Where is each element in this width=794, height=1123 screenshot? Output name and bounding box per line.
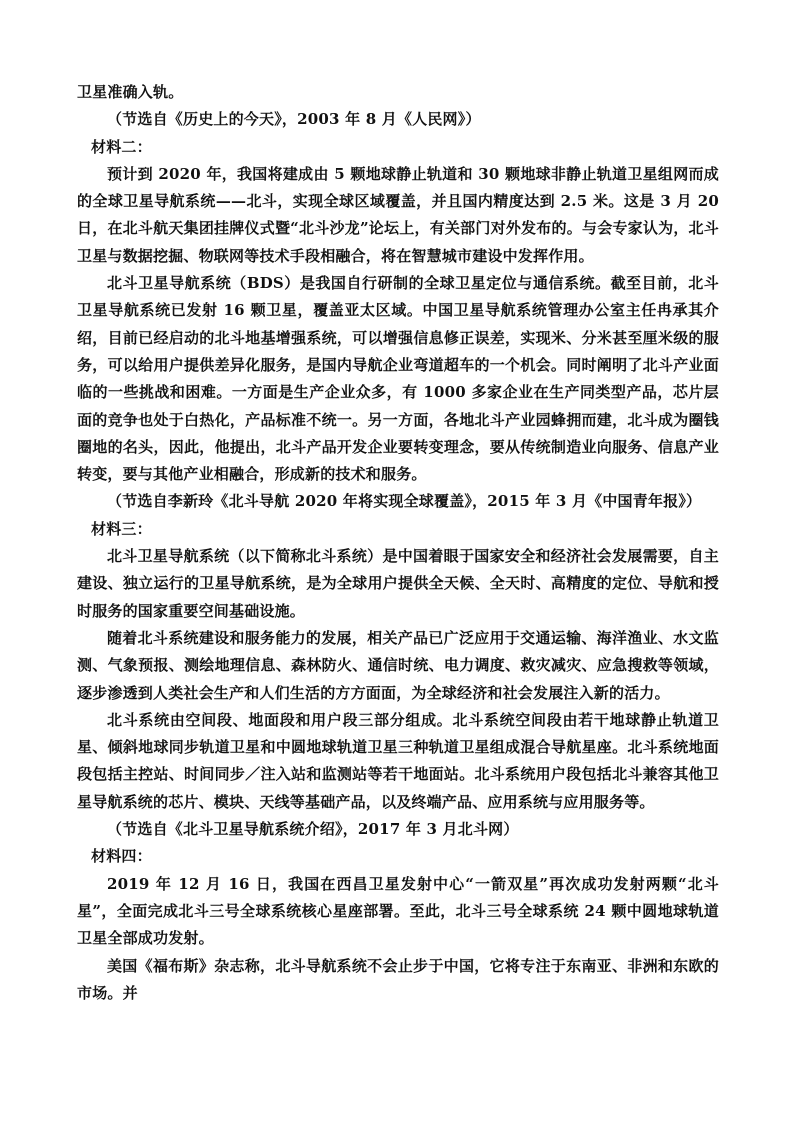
paragraph: 随着北斗系统建设和服务能力的发展，相关产品已广泛应用于交通运输、海洋渔业、水文监测、气象预报、测绘地理信息、森林防火、通信时统、电力调度、救灾减灾、应急搜救等领域，逐步渗透到人类社会生产和人们生活的方方面面，为全球经济和社会发展注入新的活力。 (77, 628, 719, 702)
paragraph: 北斗卫星导航系统（以下简称北斗系统）是中国着眼于国家安全和经济社会发展需要，自主建设、独立运行的卫星导航系统，是为全球用户提供全天候、全天时、高精度的定位、导航和授时服务的国家重要空间基础设施。 (77, 547, 719, 620)
paragraph: 2019 年 12 月 16 日，我国在西昌卫星发射中心“一箭双星”再次成功发射两颗“北斗星”，全面完成北斗三号全球系统核心星座部署。至此，北斗三号全球系统 24 颗中圆地球轨道卫星全部成功发射。 (77, 874, 719, 948)
paragraph-continuation: 卫星准确入轨。 (77, 83, 184, 101)
paragraph: 北斗系统由空间段、地面段和用户段三部分组成。北斗系统空间段由若干地球静止轨道卫星、倾斜地球同步轨道卫星和中圆地球轨道卫星三种轨道卫星组成混合导航星座。北斗系统地面段包括主控站、时间同步／注入站和监测站等若干地面站。北斗系统用户段包括北斗兼容其他卫星导航系统的芯片、模块、天线等基础产品，以及终端产品、应用系统与应用服务等。 (77, 710, 719, 811)
paragraph: 预计到 2020 年，我国将建成由 5 颗地球静止轨道和 30 颗地球非静止轨道卫星组网而成的全球卫星导航系统——北斗，实现全球区域覆盖，并且国内精度达到 2.5 米。这是 3 月 20 日，在北斗航天集团挂牌仪式暨“北斗沙龙”论坛上，有关部门对外发布的。与会专家认为，北斗卫星与数据挖掘、物联网等技术手段相融合，将在智慧城市建设中发挥作用。 (77, 164, 719, 265)
paragraph: 北斗卫星导航系统（BDS）是我国自行研制的全球卫星定位与通信系统。截至目前，北斗卫星导航系统已发射 16 颗卫星，覆盖亚太区域。中国卫星导航系统管理办公室主任冉承其介绍，目前已经启动的北斗地基增强系统，可以增强信息修正误差，实现米、分米甚至厘米级的服务，可以给用户提供差异化服务，是国内导航企业弯道超车的一个机会。同时阐明了北斗产业面临的一些挑战和困难。一方面是生产企业众多，有 1000 多家企业在生产同类型产品，芯片层面的竞争也处于白热化，产品标准不统一。另一方面，各地北斗产业园蜂拥而建，北斗成为圈钱圈地的名头，因此，他提出，北斗产品开发企业要转变理念，要从传统制造业向服务、信息产业转变，要与其他产业相融合，形成新的技术和服务。 (77, 274, 719, 484)
text-block (77, 79, 719, 1007)
paragraph: 美国《福布斯》杂志称，北斗导航系统不会止步于中国，它将专注于东南亚、非洲和东欧的市场。并 (77, 956, 719, 1002)
section-heading-material-3: 材料三： (91, 519, 152, 538)
section-heading-material-4: 材料四： (91, 847, 152, 866)
source-citation-2: （节选自李新玲《北斗导航 2020 年将实现全球覆盖》，2015 年 3 月《中国青年报》） (107, 492, 702, 511)
source-citation-1: （节选自《历史上的今天》，2003 年 8 月《人民网》） (107, 110, 481, 129)
source-citation-3: （节选自《北斗卫星导航系统介绍》，2017 年 3 月北斗网） (107, 820, 519, 839)
section-heading-material-2: 材料二： (91, 137, 152, 156)
